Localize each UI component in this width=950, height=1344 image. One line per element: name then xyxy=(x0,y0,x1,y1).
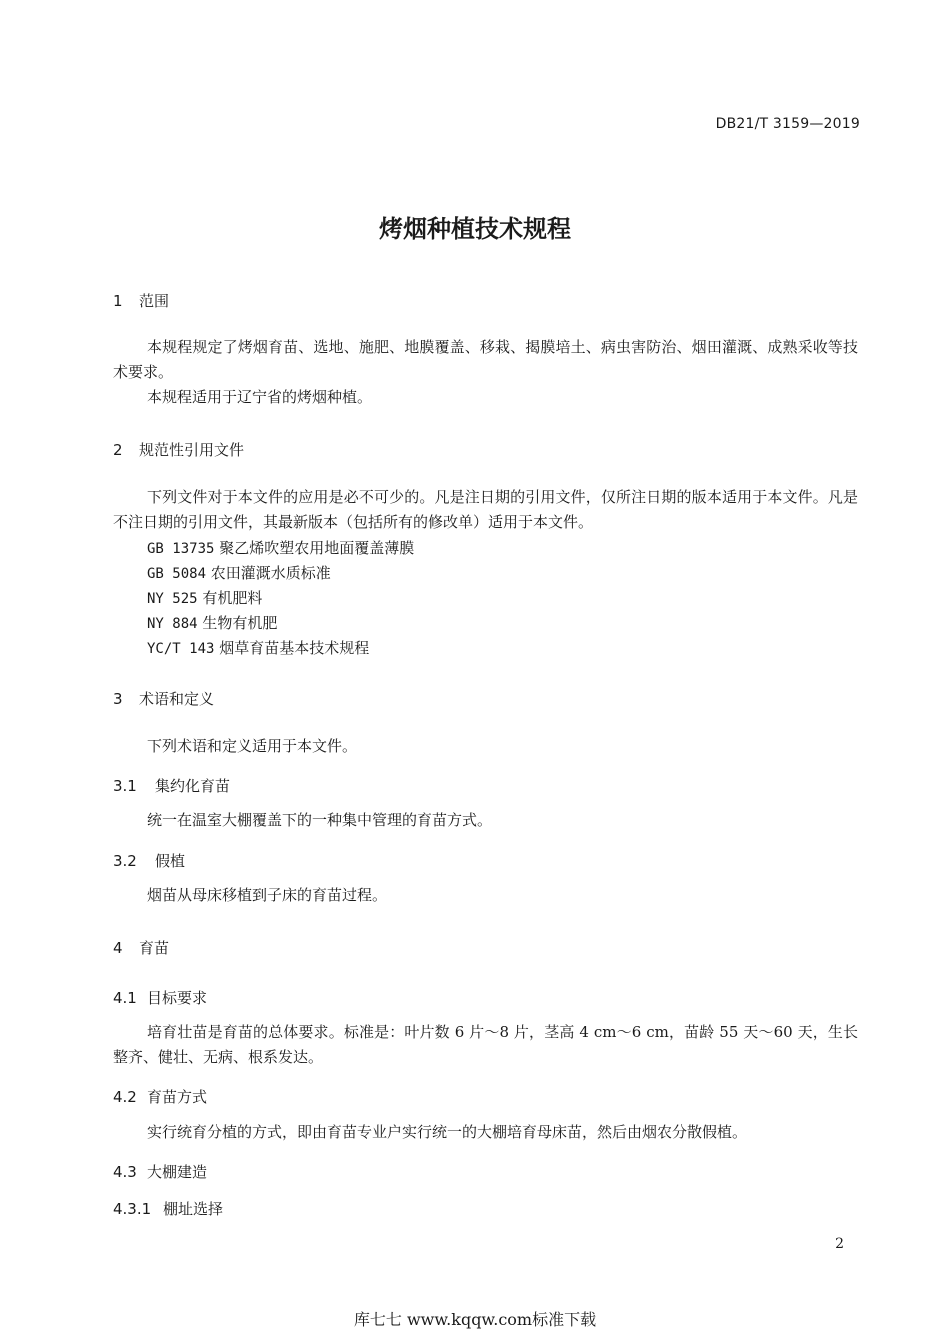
clause-4-2-heading xyxy=(113,1086,207,1107)
section-1-paragraph-1: 本规程规定了烤烟育苗、选地、施肥、地膜覆盖、移栽、揭膜培土、病虫害防治、烟田灌溉、成熟采收等技术要求。 xyxy=(113,338,858,381)
page-number: 2 xyxy=(835,1236,844,1252)
clause-title: 假植 xyxy=(155,852,186,870)
clause-title: 集约化育苗 xyxy=(155,777,231,795)
term-3-1-heading xyxy=(113,775,230,796)
reference-item: NY 525 有机肥料 xyxy=(147,589,263,607)
clause-4-1-paragraph: 培育壮苗是育苗的总体要求。标准是：叶片数 6 片～8 片，茎高 4 cm～6 cm，苗龄 55 天～60 天，生长整齐、健壮、无病、根系发达。 xyxy=(113,1023,858,1066)
section-title: 育苗 xyxy=(139,939,170,957)
term-3-2-heading xyxy=(113,850,185,871)
standard-number: DB21/T 3159—2019 xyxy=(715,116,860,132)
term-3-1-definition: 统一在温室大棚覆盖下的一种集中管理的育苗方式。 xyxy=(147,811,493,829)
clause-number: 4.3.1 xyxy=(113,1200,152,1218)
clause-number: 4.1 xyxy=(113,989,137,1007)
clause-title: 育苗方式 xyxy=(147,1088,208,1106)
clause-4-1-heading xyxy=(113,987,207,1008)
reference-item: GB 13735 聚乙烯吹塑农用地面覆盖薄膜 xyxy=(147,539,415,557)
section-1-heading xyxy=(113,290,169,311)
section-number: 3 xyxy=(113,690,123,708)
section-3-heading xyxy=(113,688,214,709)
footer-watermark: 库七七 www.kqqw.com标准下载 xyxy=(353,1310,597,1329)
clause-title: 棚址选择 xyxy=(163,1200,224,1218)
clause-number: 3.1 xyxy=(113,777,137,795)
section-number: 2 xyxy=(113,441,123,459)
clause-4-3-1-heading xyxy=(113,1198,223,1219)
term-3-2-definition: 烟苗从母床移植到子床的育苗过程。 xyxy=(147,886,388,904)
section-2-heading xyxy=(113,439,244,460)
document-title: 烤烟种植技术规程 xyxy=(379,215,571,243)
section-1-paragraph-2: 本规程适用于辽宁省的烤烟种植。 xyxy=(147,388,373,406)
section-title: 术语和定义 xyxy=(139,690,215,708)
section-number: 1 xyxy=(113,292,123,310)
reference-item: YC/T 143 烟草育苗基本技术规程 xyxy=(147,639,370,657)
clause-number: 4.3 xyxy=(113,1163,137,1181)
section-number: 4 xyxy=(113,939,123,957)
section-2-paragraph-1: 下列文件对于本文件的应用是必不可少的。凡是注日期的引用文件，仅所注日期的版本适用于本文件。凡是不注日期的引用文件，其最新版本（包括所有的修改单）适用于本文件。 xyxy=(113,488,858,531)
reference-item: GB 5084 农田灌溉水质标准 xyxy=(147,564,331,582)
section-title: 规范性引用文件 xyxy=(139,441,245,459)
section-3-paragraph-1: 下列术语和定义适用于本文件。 xyxy=(147,737,358,755)
reference-item: NY 884 生物有机肥 xyxy=(147,614,278,632)
clause-4-2-paragraph: 实行统育分植的方式，即由育苗专业户实行统一的大棚培育母床苗，然后由烟农分散假植。 xyxy=(147,1123,748,1141)
clause-number: 3.2 xyxy=(113,852,137,870)
section-4-heading xyxy=(113,937,169,958)
clause-number: 4.2 xyxy=(113,1088,137,1106)
section-title: 范围 xyxy=(139,292,170,310)
clause-title: 大棚建造 xyxy=(147,1163,208,1181)
clause-title: 目标要求 xyxy=(147,989,208,1007)
clause-4-3-heading xyxy=(113,1161,207,1182)
